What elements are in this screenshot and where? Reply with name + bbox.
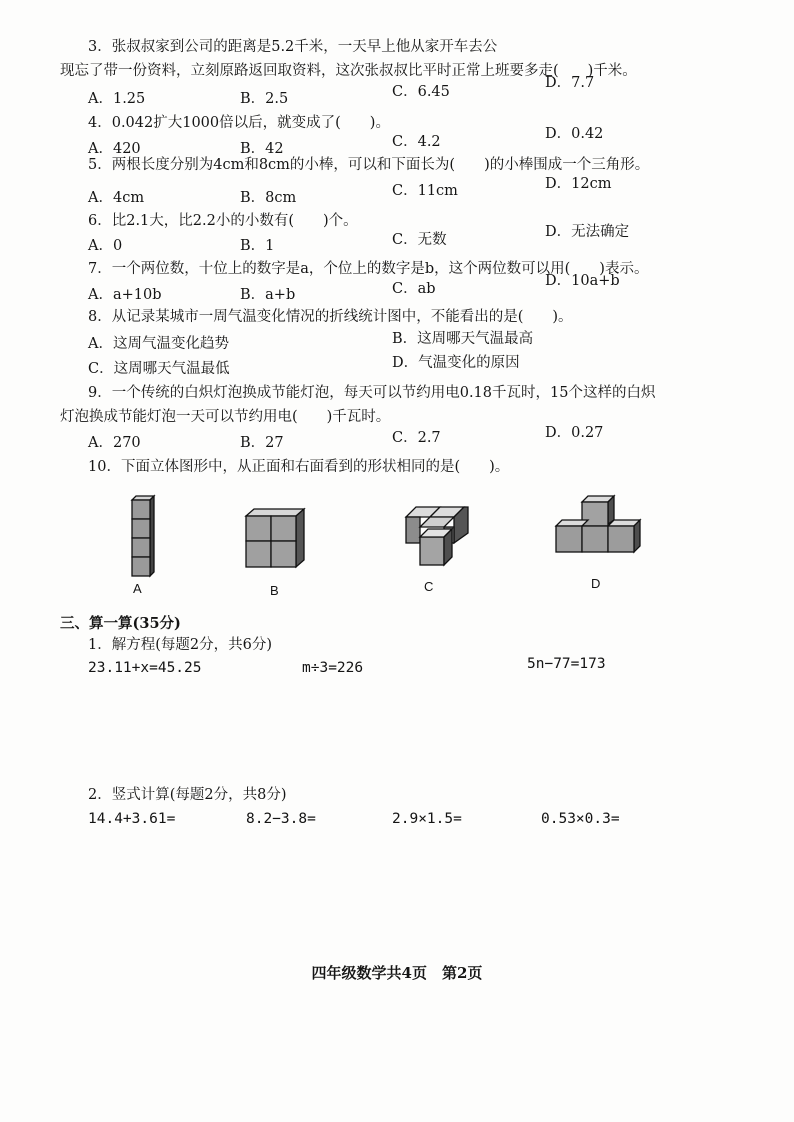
figure-a-label: A (133, 581, 142, 596)
question-5-option-d: D．12cm (545, 176, 612, 192)
question-5-option-a: A．4cm (88, 190, 145, 206)
question-9-option-b: B．27 (240, 435, 284, 451)
question-4-option-a: A．420 (88, 141, 141, 157)
question-7-option-d: D．10a+b (545, 273, 620, 289)
equation-1: 23.11+x=45.25 (88, 660, 202, 676)
question-7-option-a: A．a+10b (88, 287, 162, 303)
question-5-option-b: B．8cm (240, 190, 297, 206)
solid-figure-d (554, 494, 640, 554)
solid-figure-b (243, 506, 307, 570)
figure-d-label: D (591, 576, 601, 591)
vertical-calc-4: 0.53×0.3= (541, 811, 620, 827)
question-6-stem: 6．比2.1大，比2.2小的小数有( )个。 (88, 213, 358, 229)
question-6-option-b: B．1 (240, 238, 275, 254)
question-8-option-b: B．这周哪天气温最高 (392, 331, 534, 347)
question-3-option-a: A．1.25 (88, 91, 146, 107)
question-3-stem-line2: 现忘了带一份资料，立刻原路返回取资料，这次张叔叔比平时正常上班要多走( )千米。 (60, 63, 637, 79)
question-4-option-b: B．42 (240, 141, 284, 157)
vertical-calc-1: 14.4+3.61= (88, 811, 176, 827)
question-9-option-c: C．2.7 (392, 430, 441, 446)
vertical-calc-3: 2.9×1.5= (392, 811, 462, 827)
section-3-part-2-title: 2．竖式计算(每题2分，共8分) (88, 787, 287, 803)
question-6-option-d: D．无法确定 (545, 224, 630, 240)
question-3-option-b: B．2.5 (240, 91, 289, 107)
solid-figure-a (128, 494, 158, 578)
question-3-option-d: D．7.7 (545, 75, 595, 91)
question-3-stem-line1: 3．张叔叔家到公司的距离是5.2千米，一天早上他从家开车去公 (88, 39, 498, 55)
question-9-option-d: D．0.27 (545, 425, 604, 441)
equation-2: m÷3=226 (302, 660, 364, 676)
question-5-stem: 5．两根长度分别为4cm和8cm的小棒，可以和下面长为( )的小棒围成一个三角形。 (88, 157, 650, 173)
question-7-option-b: B．a+b (240, 287, 296, 303)
question-8-option-c: C．这周哪天气温最低 (88, 361, 230, 377)
question-4-option-c: C．4.2 (392, 134, 441, 150)
question-9-stem-line2: 灯泡换成节能灯泡一天可以节约用电( )千瓦时。 (60, 409, 391, 425)
figure-c-label: C (424, 579, 434, 594)
question-7-stem: 7．一个两位数，十位上的数字是a，个位上的数字是b，这个两位数可以用( )表示。 (88, 261, 649, 277)
question-10-stem: 10．下面立体图形中，从正面和右面看到的形状相同的是( )。 (88, 459, 510, 475)
question-6-option-a: A．0 (88, 238, 123, 254)
page-footer: 四年级数学共4页 第2页 (311, 964, 483, 982)
question-8-option-a: A．这周气温变化趋势 (88, 336, 229, 352)
figure-b-label: B (270, 583, 279, 598)
question-7-option-c: C．ab (392, 281, 436, 297)
question-8-option-d: D．气温变化的原因 (392, 355, 520, 371)
vertical-calc-2: 8.2−3.8= (246, 811, 316, 827)
section-3-title: 三、算一算(35分) (60, 615, 181, 632)
question-5-option-c: C．11cm (392, 183, 458, 199)
question-4-option-d: D．0.42 (545, 126, 604, 142)
question-4-stem: 4．0.042扩大1000倍以后，就变成了( )。 (88, 115, 390, 131)
question-8-stem: 8．从记录某城市一周气温变化情况的折线统计图中，不能看出的是( )。 (88, 309, 573, 325)
section-3-part-1-title: 1．解方程(每题2分，共6分) (88, 637, 272, 653)
question-9-option-a: A．270 (88, 435, 141, 451)
question-6-option-c: C．无数 (392, 232, 447, 248)
equation-3: 5n−77=173 (527, 656, 606, 672)
solid-figure-c (402, 503, 472, 571)
question-9-stem-line1: 9．一个传统的白炽灯泡换成节能灯泡，每天可以节约用电0.18千瓦时，15个这样的白炽 (88, 385, 656, 401)
question-3-option-c: C．6.45 (392, 84, 450, 100)
